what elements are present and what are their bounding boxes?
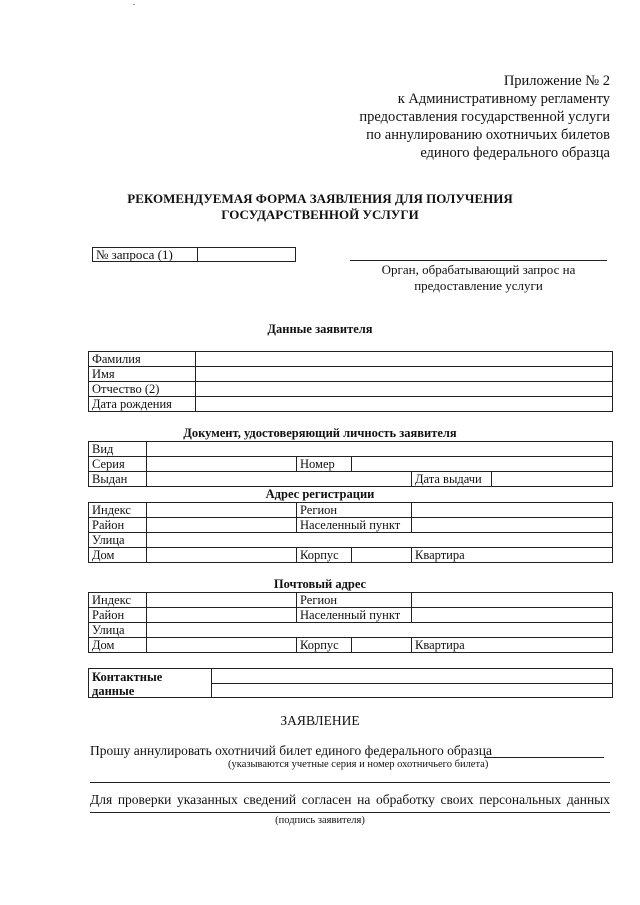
- field-value: [147, 457, 297, 472]
- field-value: [412, 608, 613, 623]
- field-label: Выдан: [89, 472, 147, 487]
- field-label: Дом: [89, 548, 147, 563]
- appendix-line: к Административному регламенту: [397, 91, 610, 107]
- postal-section-title: Почтовый адрес: [273, 577, 367, 591]
- table-row: [89, 518, 613, 533]
- form-title: [0, 191, 640, 223]
- organ-caption-line: предоставление услуги: [414, 278, 543, 293]
- contacts-row-divider: [211, 683, 612, 684]
- organ-caption-line: Орган, обрабатывающий запрос на: [381, 262, 576, 277]
- field-label: Индекс: [89, 593, 147, 608]
- appendix-line: предоставления государственной услуги: [359, 109, 610, 125]
- field-label: Корпус: [297, 638, 352, 653]
- registration-table: [88, 502, 613, 563]
- field-value: [147, 548, 297, 563]
- request-number-divider: [197, 248, 198, 261]
- field-value: [147, 518, 297, 533]
- signature-line: [90, 812, 610, 813]
- field-value: [492, 472, 613, 487]
- table-row: [89, 352, 613, 367]
- field-label: Улица: [89, 623, 147, 638]
- field-label: Серия: [89, 457, 147, 472]
- applicant-table: [88, 351, 613, 412]
- ticket-number-full-line: [90, 782, 610, 783]
- table-row: [89, 593, 613, 608]
- field-value: [147, 593, 297, 608]
- statement-title: ЗАЯВЛЕНИЕ: [280, 713, 360, 728]
- field-label: Район: [89, 518, 147, 533]
- table-row: [89, 442, 613, 457]
- field-value: [147, 608, 297, 623]
- form-title-line: ГОСУДАРСТВЕННОЙ УСЛУГИ: [221, 207, 419, 222]
- field-label: Дата выдачи: [412, 472, 492, 487]
- field-label: Отчество (2): [89, 382, 196, 397]
- contacts-box: [88, 668, 613, 698]
- field-value: [196, 382, 613, 397]
- appendix-line: по аннулированию охотничьих билетов: [366, 127, 610, 143]
- appendix-line: единого федерального образца: [420, 145, 610, 161]
- table-row: [89, 533, 613, 548]
- table-row: [89, 608, 613, 623]
- request-number-box: [92, 247, 296, 262]
- ticket-number-note: (указываются учетные серия и номер охотничьего билета): [228, 759, 489, 770]
- table-row: [89, 548, 613, 563]
- field-label: Корпус: [297, 548, 352, 563]
- field-value: [147, 638, 297, 653]
- signature-note: (подпись заявителя): [275, 815, 365, 826]
- field-label: Регион: [297, 593, 412, 608]
- field-value: [412, 593, 613, 608]
- field-label: Вид: [89, 442, 147, 457]
- table-row: [89, 503, 613, 518]
- field-value: [147, 533, 613, 548]
- field-value: [352, 638, 412, 653]
- table-row: [89, 367, 613, 382]
- table-row: [89, 457, 613, 472]
- field-value: [352, 457, 613, 472]
- table-row: [89, 623, 613, 638]
- scan-mark: [133, 4, 135, 5]
- field-value: [147, 623, 613, 638]
- contacts-label-line: данные: [92, 684, 135, 698]
- statement-request-text: Прошу аннулировать охотничий билет единого федерального образца: [90, 743, 492, 758]
- field-label: Населенный пункт: [297, 608, 412, 623]
- field-value: [412, 503, 613, 518]
- field-value: [352, 548, 412, 563]
- request-number-label: № запроса (1): [96, 247, 173, 262]
- contacts-label-line: Контактные: [92, 670, 163, 684]
- field-value: [196, 367, 613, 382]
- field-label: Район: [89, 608, 147, 623]
- postal-table: [88, 592, 613, 653]
- field-label: Квартира: [412, 638, 613, 653]
- field-value: [147, 472, 412, 487]
- field-label: Населенный пункт: [297, 518, 412, 533]
- field-label: Квартира: [412, 548, 613, 563]
- appendix-header: [359, 72, 610, 162]
- field-label: Регион: [297, 503, 412, 518]
- table-row: [89, 382, 613, 397]
- identity-section-title: Документ, удостоверяющий личность заявителя: [183, 426, 457, 440]
- table-row: [89, 397, 613, 412]
- appendix-line: Приложение № 2: [503, 73, 610, 89]
- field-label: Дом: [89, 638, 147, 653]
- field-value: [147, 442, 613, 457]
- identity-table: [88, 441, 613, 487]
- applicant-section-title: Данные заявителя: [267, 322, 373, 336]
- field-value: [147, 503, 297, 518]
- field-label: Индекс: [89, 503, 147, 518]
- field-label: Улица: [89, 533, 147, 548]
- organ-signature-line: [350, 260, 607, 261]
- form-title-line: РЕКОМЕНДУЕМАЯ ФОРМА ЗАЯВЛЕНИЯ ДЛЯ ПОЛУЧЕНИЯ: [127, 191, 513, 206]
- field-value: [412, 518, 613, 533]
- contacts-label: [92, 670, 162, 698]
- field-value: [196, 397, 613, 412]
- ticket-number-line: [484, 757, 604, 758]
- field-label: Номер: [297, 457, 352, 472]
- organ-caption: [350, 262, 607, 294]
- table-row: [89, 472, 613, 487]
- consent-text: Для проверки указанных сведений согласен на обработку своих персональных данных: [90, 792, 610, 807]
- registration-section-title: Адрес регистрации: [265, 487, 375, 501]
- field-label: Дата рождения: [89, 397, 196, 412]
- table-row: [89, 638, 613, 653]
- field-label: Фамилия: [89, 352, 196, 367]
- field-label: Имя: [89, 367, 196, 382]
- field-value: [196, 352, 613, 367]
